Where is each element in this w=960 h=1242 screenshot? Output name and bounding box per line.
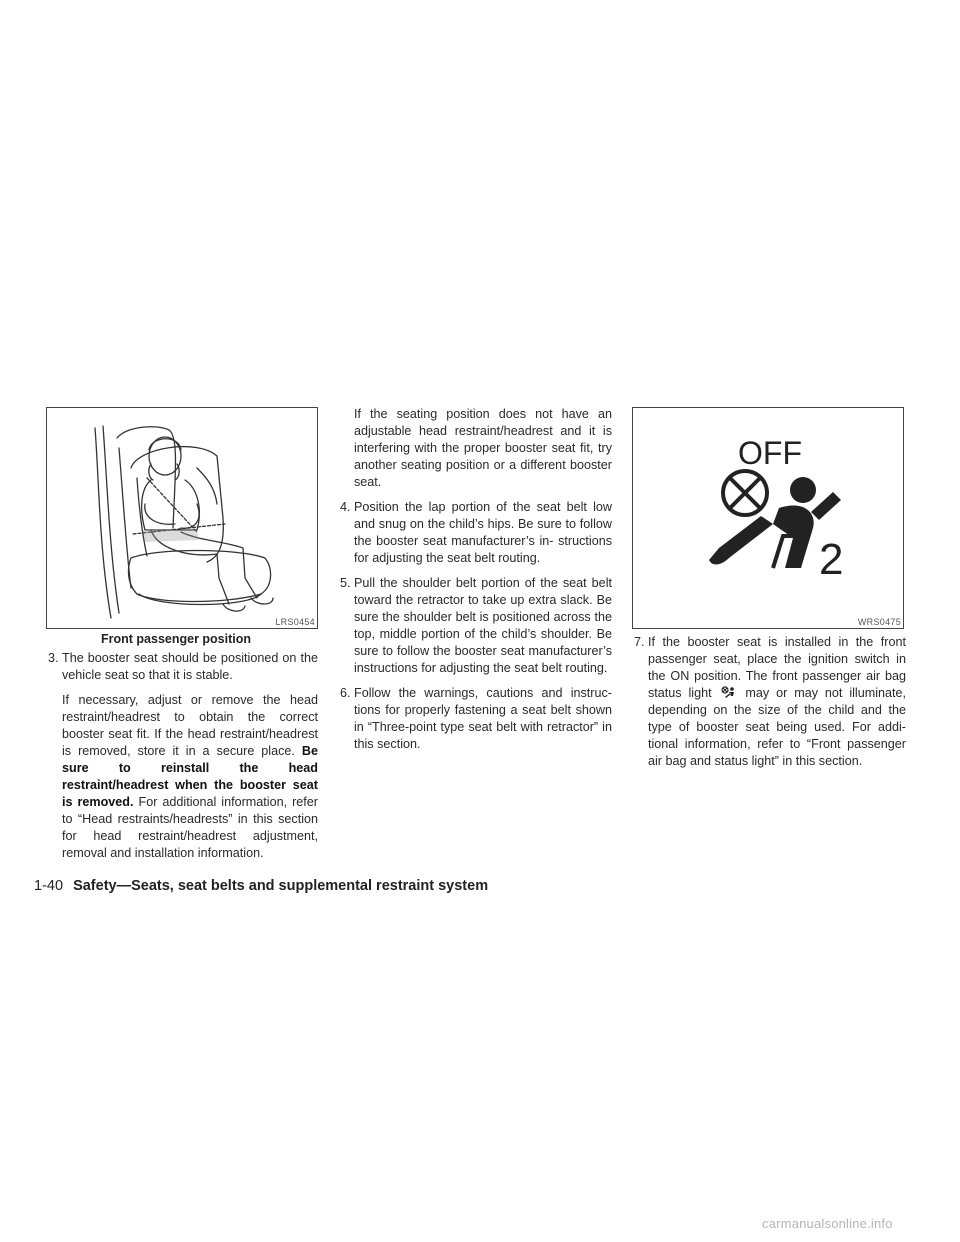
figure-code: WRS0475	[857, 617, 901, 627]
item-text	[648, 634, 906, 770]
list-item	[340, 575, 612, 677]
figure-code: LRS0454	[275, 617, 315, 627]
airbag-off-symbol-icon	[633, 408, 904, 629]
item-text: Position the lap portion of the seat belt low and snug on the child’s hips. Be sure to follow the booster seat manufacturer’s in- structions for adjusting the seat belt routing.	[354, 500, 612, 565]
paragraph-text: For additional information, refer to “Head restraints/headrests” in this section for head restraint/headrest adjustment, removal and installation information.	[62, 795, 318, 860]
child-booster-seat-illustration	[47, 408, 318, 629]
off-label: OFF	[738, 435, 802, 471]
item-text: Pull the shoulder belt portion of the seat belt toward the retractor to take up extra slack. Be sure the shoulder belt is positioned across the top, middle portion of the child’s shoulder. Be sure to follow the booster seat manufacturer’s instructions for adjusting the seat belt routing.	[354, 576, 612, 675]
passenger-airbag-off-icon	[721, 686, 737, 699]
item-text: The booster seat should be positioned on the vehicle seat so that it is stable.	[62, 651, 318, 682]
item-text-part: may or may not illuminate, depending on the size of the child and the type of booster seat being used. For addi- tional information, refer to “Front passenger air bag and status light” in this section.	[648, 686, 907, 768]
column-left	[48, 650, 318, 862]
column-right	[634, 634, 906, 770]
item-text: Follow the warnings, cautions and instruc- tions for properly fastening a seat belt shown in “Three-point type seat belt with retractor” in this section.	[354, 686, 612, 751]
page-number: 1-40	[34, 878, 64, 894]
item-number: 7.	[634, 635, 645, 649]
item-number: 6.	[340, 686, 351, 700]
paragraph	[48, 692, 318, 862]
list-item	[340, 499, 612, 567]
section-title: Safety—Seats, seat belts and supplemental restraint system	[73, 878, 489, 894]
booster-seat-figure	[46, 407, 318, 629]
item-number: 3.	[48, 651, 59, 665]
column-middle	[340, 406, 612, 753]
item-number: 4.	[340, 500, 351, 514]
list-item	[340, 685, 612, 753]
airbag-status-figure	[632, 407, 904, 629]
item-text-part: If the booster seat is installed in the front passenger seat, place the ignition switch in the ON position. The front passenger air bag status light	[648, 635, 906, 700]
passenger-number: 2	[819, 535, 844, 584]
list-item	[634, 634, 906, 770]
figure-caption: Front passenger position	[101, 632, 252, 646]
warning-text: Be sure to reinstall the head restraint/headrest when the booster seat is removed.	[62, 744, 319, 809]
list-item	[48, 650, 318, 684]
paragraph-text: If necessary, adjust or remove the head restraint/headrest to obtain the correct booster seat fit. If the head restraint/headrest is removed, store it in a secure place.	[62, 693, 318, 758]
paragraph: If the seating position does not have an adjustable head restraint/headrest and it is interfering with the proper booster seat fit, try another seating position or a different booster seat.	[354, 407, 612, 489]
item-number: 5.	[340, 576, 351, 590]
page-footer	[34, 878, 488, 894]
watermark: carmanualsonline.info	[762, 1216, 893, 1231]
